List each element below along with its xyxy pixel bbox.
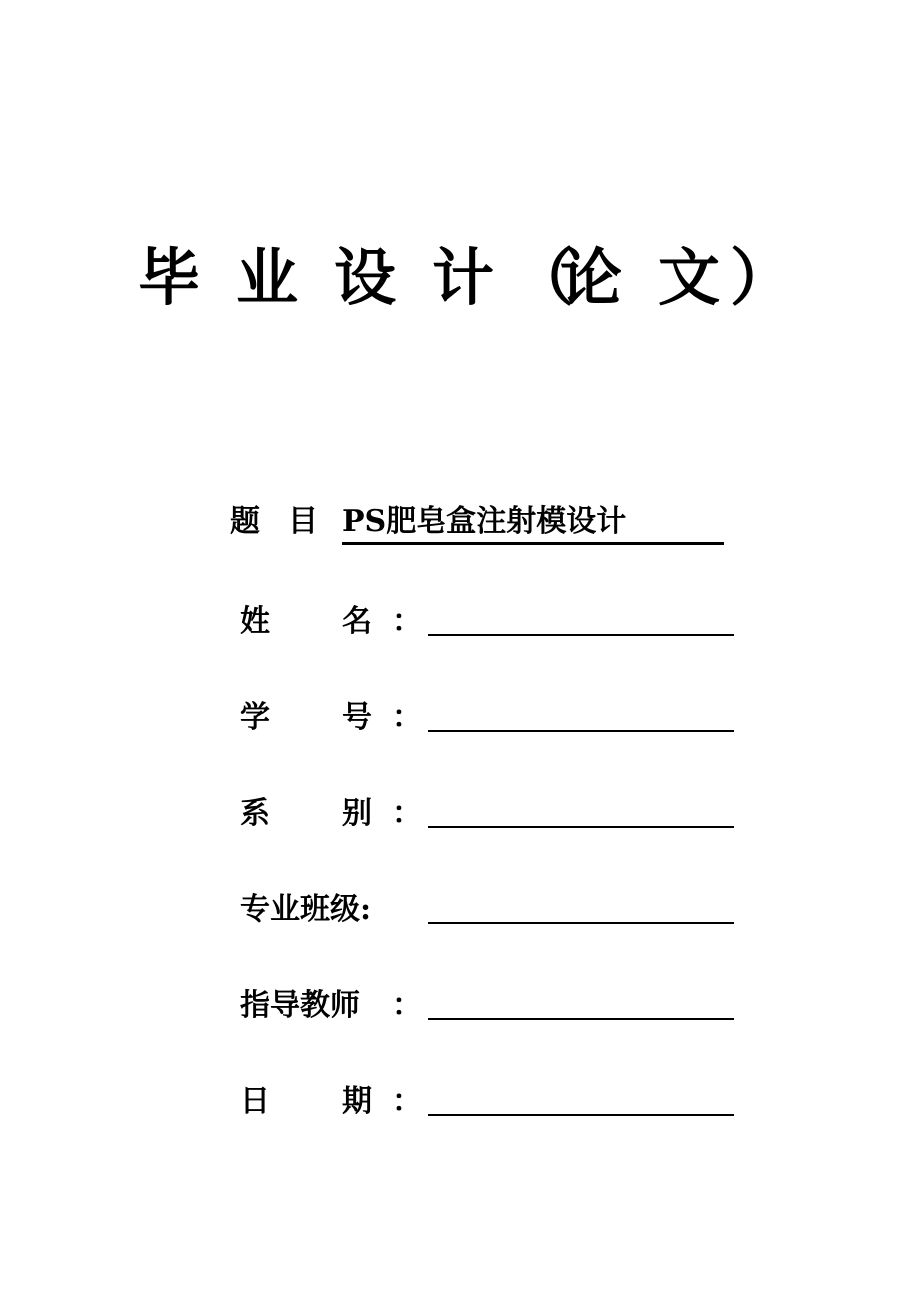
label-char: 姓 bbox=[240, 604, 270, 639]
document-title bbox=[0, 238, 920, 318]
subject-label bbox=[230, 500, 330, 544]
subject-value: PS肥皂盒注射模设计 bbox=[342, 500, 724, 545]
label-text: 专业班级: bbox=[240, 892, 372, 927]
field-label-department bbox=[240, 790, 422, 838]
date-field[interactable] bbox=[428, 1078, 734, 1116]
title-char: 计 bbox=[432, 241, 495, 314]
field-row-department bbox=[0, 790, 920, 838]
label-colon: ： bbox=[392, 796, 422, 831]
title-char: 文 bbox=[658, 241, 721, 314]
field-label-major-class bbox=[240, 886, 410, 934]
field-label-name bbox=[240, 598, 422, 646]
label-char: 期 bbox=[342, 1084, 372, 1119]
field-label-advisor bbox=[240, 982, 422, 1030]
title-char: 毕 bbox=[138, 241, 201, 314]
title-char: （ bbox=[512, 241, 575, 314]
field-row-advisor bbox=[0, 982, 920, 1030]
field-label-student-id bbox=[240, 694, 422, 742]
field-row-major-class bbox=[0, 886, 920, 934]
field-label-date bbox=[240, 1078, 422, 1126]
label-colon: ： bbox=[392, 1084, 422, 1119]
field-row-date bbox=[0, 1078, 920, 1126]
subject-label-char: 目 bbox=[288, 504, 318, 539]
label-colon: ： bbox=[392, 988, 422, 1023]
field-row-name bbox=[0, 598, 920, 646]
title-char: 设 bbox=[334, 241, 397, 314]
label-colon: ： bbox=[392, 604, 422, 639]
subject-label-char: 题 bbox=[230, 504, 260, 539]
label-char: 学 bbox=[240, 700, 270, 735]
label-colon: ： bbox=[392, 700, 422, 735]
department-field[interactable] bbox=[428, 790, 734, 828]
label-char: 别 bbox=[342, 796, 372, 831]
student-id-field[interactable] bbox=[428, 694, 734, 732]
title-char: 业 bbox=[236, 241, 299, 314]
title-char: ） bbox=[730, 241, 793, 314]
advisor-field[interactable] bbox=[428, 982, 734, 1020]
label-char: 名 bbox=[342, 604, 372, 639]
label-char: 系 bbox=[240, 796, 270, 831]
label-char: 日 bbox=[240, 1084, 270, 1119]
field-row-student-id bbox=[0, 694, 920, 742]
label-char: 号 bbox=[342, 700, 372, 735]
title-char: 论 bbox=[560, 241, 623, 314]
label-text: 指导教师 bbox=[240, 988, 360, 1023]
name-field[interactable] bbox=[428, 598, 734, 636]
major-class-field[interactable] bbox=[428, 886, 734, 924]
